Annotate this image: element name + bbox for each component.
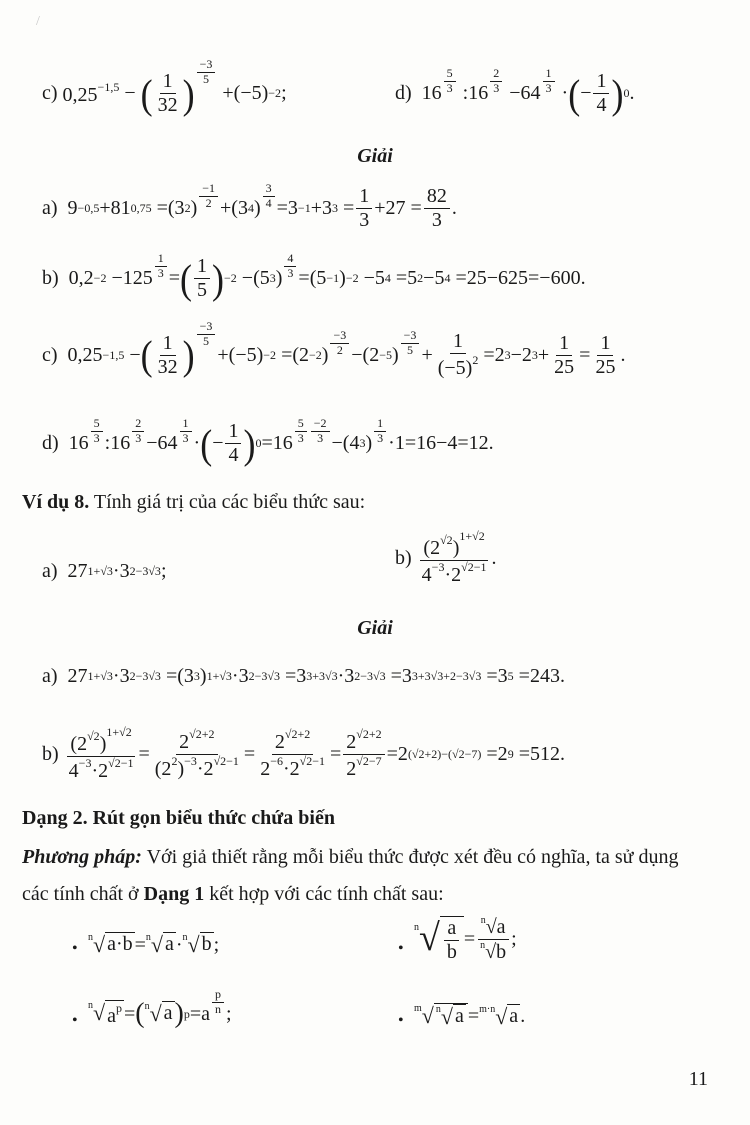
solution-2-b-label: b) [42,743,59,765]
method-line-2: các tính chất ở Dạng 1 kết hợp với các tính chất sau: [22,883,444,905]
solution-c: c) 0,25 −1,5 − ( $\frac{1}{32}$ ) $\frac{-3}{5}$ +(−5) $_{-2}$ =(2 −2 ) $\frac{-3}{2}$ −(2 $_{-5}$ ) $\frac{-3}{5}$ + $\frac{1}{(-5)^2}$ =2 3 −2 3 + $\frac{1}{25}$ = $\frac{1}{25}$ . [42,318,626,379]
page-number: 11 [688,1068,708,1090]
example-8-a-label: a) [42,560,58,582]
property-2: $^n$√ $\frac{a}{b}$ = $\frac{^n√a}{^n√b}$ ; [414,915,517,963]
solution-b-label: b) [42,267,59,289]
method-label: Phương pháp: [22,846,142,868]
solution-2-a-label: a) [42,665,58,687]
bullet-icon: • [398,940,404,957]
bleed-through-mark: / [36,14,40,29]
solution-d: d) 16 $\frac{5}{3}$ :16 $\frac{2}{3}$ −64 $\frac{1}{3}$ · ( − $\frac{1}{4}$ ) 0 =16 $\frac{5}{3}$ $\frac{-2}{3}$ −(4 $_3$ ) $\frac{1}{3}$ ·1=16−4=12. [42,416,494,467]
example-8-title: Ví dụ 8. [22,491,90,513]
example-8-b: b) $\frac{(2^{√2})^{1+√2}}{4^{-3}\cdot 2^{√2-1}}$ . [395,529,497,586]
example-8 [22,492,365,512]
section-title: Dạng 2. Rút gọn biểu thức chứa biến [22,807,335,829]
example-8-a: a) 27 1+√3 ·3 2−3√3 ; [42,560,167,582]
solution-heading: Giải [357,145,393,167]
solution-b: b) 0,2 −2 −125 $\frac{1}{3}$ = ( $\frac{1}{5}$ ) −2 −(5 3 ) $\frac{4}{3}$ =(5 $_{-1}$ ) −2 −5 4 =5 2 −5 4 =25−625=−600. [42,251,586,302]
problem-c-label: c) [42,82,58,104]
problem-c: c) $0,25^{-1,5}$ − ( $\frac{1}{32}$ ) $\frac{-3}{5}$ +(−5) $_{-2}$ ; [42,57,287,117]
solution-a: a) 9 −0,5 +81 0,75 =(3 2 ) $\frac{-1}{2}$ +(3 $_4$ ) $\frac{3}{4}$ =3 $_{-1}$ +3 3 = $\frac{1}{3}$ +27 = $\frac{82}{3}$ . [42,181,457,231]
example-8-b-label: b) [395,547,412,569]
method-text-1: Với giả thiết rằng mỗi biểu thức được xét đều có nghĩa, ta sử dụng [146,846,679,868]
property-1: $^n$√ a·b = $^n$√ a · $^n$√ b ; [88,932,220,957]
problem-d-label: d) [395,82,412,104]
solution-2-b: b) $\frac{(2^{√2})^{1+√2}}{4^{-3}\cdot 2^{√2-1}}$ = $\frac{2^{√2+2}}{(2^2)^{-3}\cdot 2^{√2-1}}$ = $\frac{2^{√2+2}}{2^{-6}\cdot 2^{√2-1}}$ = $\frac{2^{√2+2}}{2^{√2-7}}$ =2 (√2+2)−(√2−7) =2 9 =512. [42,725,565,782]
solution-d-label: d) [42,432,59,454]
solution-2-a: a) 27 1+√3 ·3 2−3√3 =(3 3 ) 1+√3 ·3 2−3√3 =3 3+3√3 ·3 2−3√3 =3 3+3√3+2−3√3 =3 5 =243. [42,665,565,687]
bullet-icon: • [72,1012,78,1029]
problem-d: d) 16 $\frac{5}{3}$ :16 $\frac{2}{3}$ −64 $\frac{1}{3}$ · ( − $\frac{1}{4}$ ) 0 . [395,66,635,117]
solution-a-label: a) [42,197,58,219]
example-8-text: Tính giá trị của các biểu thức sau: [93,491,366,513]
property-4: $^m$√ $^n$√ a = $^{m\cdot n}$√ a . [414,1003,526,1029]
property-3: $^n$√ $a^p$ = ( $^n$√ a ) p =a $\frac{p}{n}$ ; [88,986,232,1029]
bullet-icon: • [398,1012,404,1029]
solution-c-label: c) [42,343,58,366]
bullet-icon: • [72,940,78,957]
solution-heading-2: Giải [357,617,393,639]
method-line-1 [22,847,679,867]
